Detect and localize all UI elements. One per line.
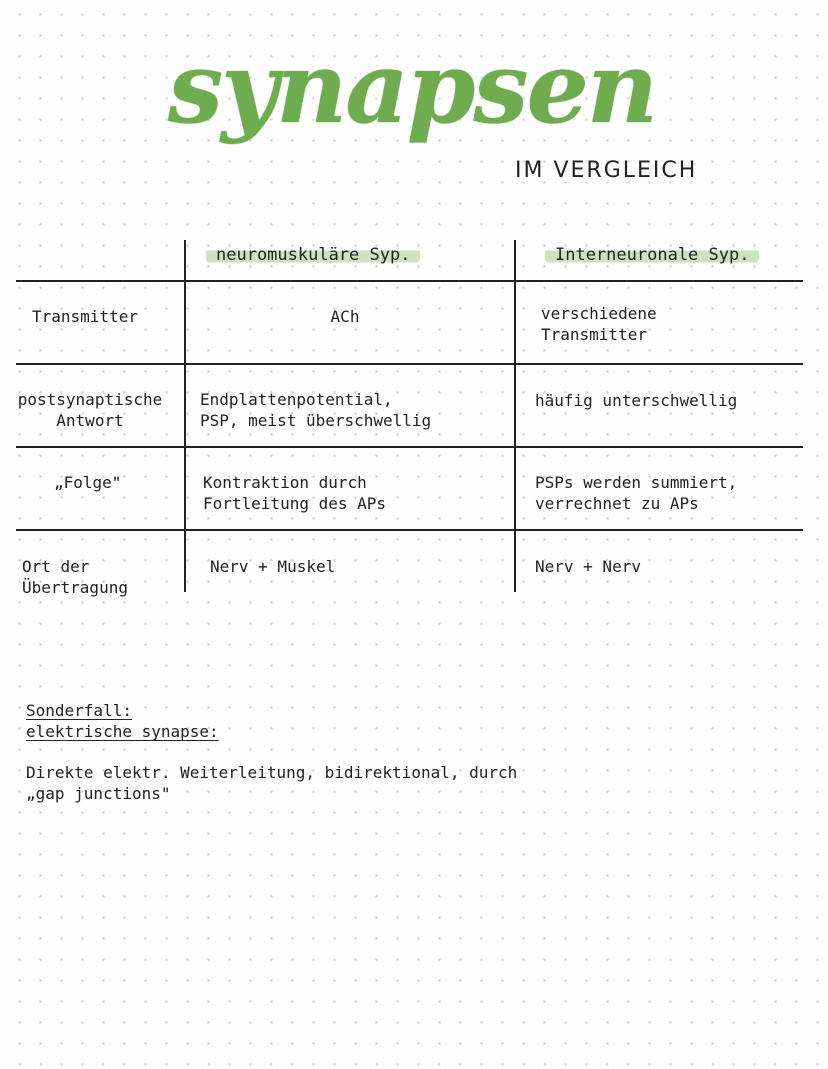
row-label-line: Antwort [56, 411, 124, 430]
row-label-line: Ort der [22, 557, 90, 576]
special-case-text-line: Direkte elektr. Weiterleitung, bidirektional, durch [26, 763, 518, 782]
cell-line: PSP, meist überschwellig [200, 411, 432, 430]
page-title: synapsen [168, 31, 657, 146]
row-label-transmitter [32, 306, 138, 327]
row-label-location [22, 556, 128, 598]
row-label-line: Transmitter [32, 307, 138, 326]
page-subtitle: IM VERGLEICH [515, 158, 698, 183]
table-header-divider [16, 280, 803, 282]
special-case-heading-line: elektrische synapse: [26, 722, 219, 741]
cell-line: Transmitter [541, 325, 647, 344]
row-label-consequence [54, 472, 121, 493]
cell-location-interneuronal [535, 556, 641, 577]
cell-line: Fortleitung des APs [203, 494, 387, 513]
cell-line: Nerv + Muskel [210, 557, 336, 576]
cell-line: Nerv + Nerv [535, 557, 641, 576]
row-label-line: Übertragung [22, 578, 128, 597]
special-case-heading-line: Sonderfall: [26, 701, 132, 720]
table-row-divider [16, 363, 803, 365]
cell-line: häufig unterschwellig [535, 391, 738, 410]
table-column-divider [184, 240, 186, 592]
cell-consequence-neuromuscular [203, 472, 386, 514]
column-header-interneuronal: Interneuronale Syp. [545, 244, 759, 266]
cell-transmitter-interneuronal [541, 303, 657, 345]
special-case-heading [26, 700, 219, 742]
special-case-text-line: „gap junctions" [26, 784, 171, 803]
cell-line: Endplattenpotential, [200, 390, 393, 409]
cell-location-neuromuscular [210, 556, 335, 577]
row-label-line: „Folge" [54, 473, 122, 492]
cell-line: ACh [330, 307, 360, 326]
cell-response-neuromuscular [200, 389, 431, 431]
table-row-divider [16, 446, 803, 448]
cell-line: verschiedene [541, 304, 657, 323]
cell-line: Kontraktion durch [203, 473, 367, 492]
row-label-response [4, 389, 176, 431]
special-case-text [26, 762, 517, 804]
table-column-divider [514, 240, 516, 592]
cell-transmitter-neuromuscular [300, 306, 390, 327]
cell-line: PSPs werden summiert, [535, 473, 738, 492]
table-row-divider [16, 529, 803, 531]
cell-consequence-interneuronal [535, 472, 737, 514]
column-header-neuromuscular: neuromuskuläre Syp. [206, 244, 420, 266]
cell-line: verrechnet zu APs [535, 494, 699, 513]
cell-response-interneuronal [535, 390, 737, 411]
row-label-line: postsynaptische [17, 390, 163, 409]
